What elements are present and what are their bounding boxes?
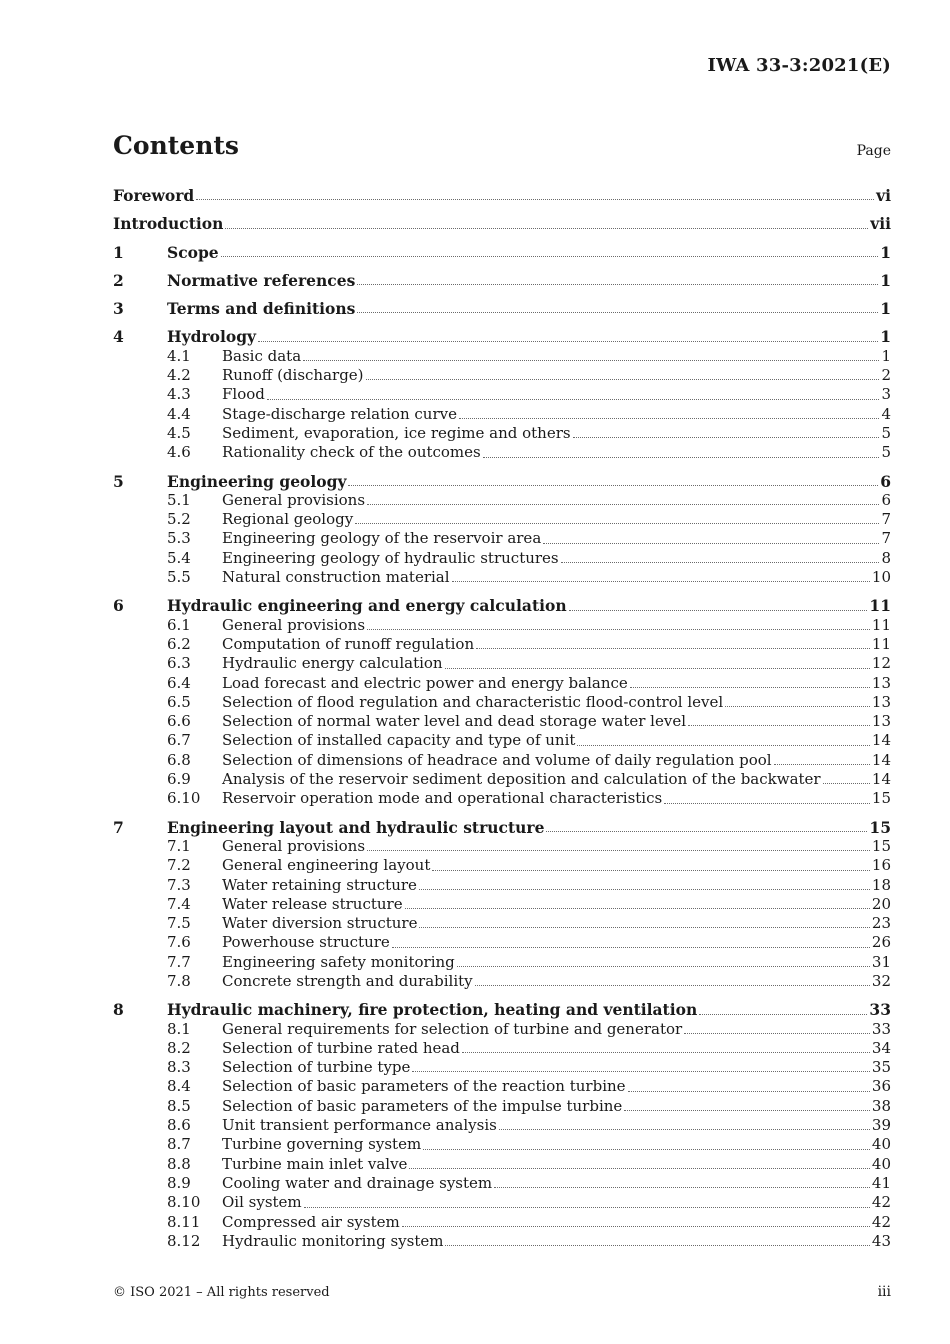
- toc-entry-page: 1: [880, 270, 891, 290]
- toc-entry-title: Engineering safety monitoring: [222, 952, 455, 971]
- dot-leader: [573, 436, 880, 438]
- toc-subsection-entry[interactable]: [113, 972, 891, 991]
- toc-entry-number: 6.2: [167, 634, 191, 653]
- toc-subsection-entry[interactable]: [113, 405, 891, 424]
- toc-entry-title: Normative references: [167, 270, 356, 290]
- toc-entry-title: General requirements for selection of turbine and generator: [222, 1019, 683, 1038]
- toc-entry-page: 42: [871, 1193, 891, 1212]
- toc-entry-number: 6.6: [167, 712, 191, 731]
- toc-entry-number: 6.10: [167, 789, 201, 808]
- toc-entry-title: Hydraulic monitoring system: [222, 1231, 444, 1250]
- toc-entry-title: Unit transient performance analysis: [222, 1116, 497, 1135]
- dot-leader: [457, 965, 870, 967]
- toc-entry-page: 8: [881, 548, 891, 567]
- dot-leader: [664, 802, 870, 804]
- toc-subsection-entry[interactable]: [113, 366, 891, 385]
- toc-entry-page: 15: [871, 789, 891, 808]
- toc-entry-title: Selection of turbine rated head: [222, 1038, 460, 1057]
- toc-subsection-entry[interactable]: [113, 770, 891, 789]
- toc-entry-title: Powerhouse structure: [222, 933, 390, 952]
- toc-entry-number: 4.1: [167, 346, 191, 365]
- toc-entry-title: Basic data: [222, 346, 302, 365]
- dot-leader: [367, 503, 879, 505]
- toc-entry-title: Compressed air system: [222, 1212, 400, 1231]
- toc-entry-page: 13: [871, 712, 891, 731]
- toc-entry-page: 1: [880, 242, 891, 262]
- toc-entry-page: 10: [871, 568, 891, 587]
- dot-leader: [445, 1244, 869, 1246]
- toc-subsection-entry[interactable]: [113, 1232, 891, 1251]
- toc-subsection-entry[interactable]: [113, 568, 891, 587]
- toc-subsection-entry[interactable]: [113, 731, 891, 750]
- dot-leader: [225, 227, 868, 229]
- dot-leader: [423, 1148, 870, 1150]
- dot-leader: [258, 340, 878, 342]
- toc-entry-page: 38: [871, 1096, 891, 1115]
- toc-entry-title: Hydraulic energy calculation: [222, 654, 443, 673]
- toc-subsection-entry[interactable]: [113, 616, 891, 635]
- toc-entry-page: 3: [881, 385, 891, 404]
- dot-leader: [628, 1090, 870, 1092]
- toc-entry-number: 3: [113, 299, 124, 319]
- toc-section-entry[interactable]: [113, 818, 891, 837]
- toc-section-entry[interactable]: [113, 299, 891, 318]
- toc-entry-number: 4.5: [167, 423, 191, 442]
- toc-entry-page: 35: [871, 1058, 891, 1077]
- dot-leader: [409, 1167, 869, 1169]
- toc-entry-number: 7.6: [167, 933, 191, 952]
- toc-entry-number: 8.6: [167, 1116, 191, 1135]
- toc-section-entry[interactable]: [113, 1000, 891, 1019]
- toc-subsection-entry[interactable]: [113, 876, 891, 895]
- dot-leader: [366, 378, 880, 380]
- toc-entry-page: 11: [869, 596, 891, 616]
- toc-subsection-entry[interactable]: [113, 385, 891, 404]
- toc-entry-title: Load forecast and electric power and energy balance: [222, 673, 628, 692]
- toc-entry-title: Rationality check of the outcomes: [222, 443, 481, 462]
- toc-subsection-entry[interactable]: [113, 529, 891, 548]
- toc-entry-page: 16: [871, 856, 891, 875]
- dot-leader: [475, 984, 870, 986]
- toc-entry-page: 41: [871, 1173, 891, 1192]
- toc-entry-number: 4.2: [167, 366, 191, 385]
- toc-entry-title: Selection of basic parameters of the reaction turbine: [222, 1077, 626, 1096]
- dot-leader: [569, 609, 868, 611]
- toc-entry-number: 7.4: [167, 894, 191, 913]
- dot-leader: [367, 628, 870, 630]
- toc-entry-number: 6.8: [167, 750, 191, 769]
- toc-subsection-entry[interactable]: [113, 953, 891, 972]
- dot-leader: [688, 724, 870, 726]
- toc-entry-page: 39: [871, 1116, 891, 1135]
- toc-entry-page: 5: [881, 423, 891, 442]
- toc-entry-page: 1: [880, 299, 891, 319]
- page-title: Contents: [113, 131, 240, 160]
- footer-page-number: iii: [877, 1284, 891, 1300]
- toc-entry-page: 40: [871, 1154, 891, 1173]
- dot-leader: [483, 456, 880, 458]
- toc-entry-page: 36: [871, 1077, 891, 1096]
- toc-entry-page: 14: [871, 750, 891, 769]
- toc-section-entry[interactable]: [113, 243, 891, 262]
- toc-entry-page: 1: [880, 327, 891, 347]
- dot-leader: [357, 283, 878, 285]
- dot-leader: [561, 561, 880, 563]
- toc-subsection-entry[interactable]: [113, 510, 891, 529]
- toc-entry-title: Selection of dimensions of headrace and volume of daily regulation pool: [222, 750, 772, 769]
- toc-entry-page: 23: [871, 914, 891, 933]
- toc-subsection-entry[interactable]: [113, 1155, 891, 1174]
- dot-leader: [392, 946, 870, 948]
- toc-entry-title: General provisions: [222, 490, 366, 509]
- toc-entry-title: Hydrology: [167, 327, 257, 347]
- toc-subsection-entry[interactable]: [113, 914, 891, 933]
- dot-leader: [221, 255, 879, 257]
- toc-section-entry[interactable]: [113, 214, 891, 233]
- toc-entry-title: Water diversion structure: [222, 914, 418, 933]
- toc-entry-number: 7.8: [167, 971, 191, 990]
- toc-entry-title: Introduction: [113, 214, 224, 234]
- toc-entry-number: 5: [113, 471, 124, 491]
- toc-entry-title: Analysis of the reservoir sediment deposition and calculation of the backwater: [222, 770, 821, 789]
- toc-subsection-entry[interactable]: [113, 712, 891, 731]
- dot-leader: [304, 1206, 870, 1208]
- dot-leader: [725, 705, 870, 707]
- toc-entry-number: 5.3: [167, 529, 191, 548]
- toc-entry-number: 7.2: [167, 856, 191, 875]
- toc-entry-page: 15: [871, 836, 891, 855]
- dot-leader: [499, 1128, 870, 1130]
- toc-entry-title: Natural construction material: [222, 568, 450, 587]
- dot-leader: [348, 484, 878, 486]
- toc-entry-page: 4: [881, 404, 891, 423]
- toc-entry-page: 15: [869, 817, 891, 837]
- toc-entry-number: 5.1: [167, 490, 191, 509]
- toc-entry-title: Engineering layout and hydraulic structure: [167, 817, 545, 837]
- toc-entry-title: Turbine governing system: [222, 1135, 422, 1154]
- toc-section-entry[interactable]: [113, 327, 891, 346]
- toc-entry-page: 14: [871, 731, 891, 750]
- toc-entry-title: Water release structure: [222, 894, 403, 913]
- toc-entry-title: Oil system: [222, 1193, 302, 1212]
- toc-subsection-entry[interactable]: [113, 1020, 891, 1039]
- toc-entry-page: 43: [871, 1231, 891, 1250]
- dot-leader: [684, 1032, 870, 1034]
- toc-entry-page: 18: [871, 875, 891, 894]
- toc-subsection-entry[interactable]: [113, 837, 891, 856]
- toc-entry-title: Cooling water and drainage system: [222, 1173, 493, 1192]
- toc-entry-title: Selection of turbine type: [222, 1058, 411, 1077]
- toc-entry-page: 6: [881, 490, 891, 509]
- toc-entry-number: 7.1: [167, 836, 191, 855]
- toc-entry-title: General provisions: [222, 836, 366, 855]
- toc-entry-page: 42: [871, 1212, 891, 1231]
- toc-entry-number: 8.8: [167, 1154, 191, 1173]
- toc-entry-title: Engineering geology of the reservoir area: [222, 529, 542, 548]
- toc-entry-title: Scope: [167, 242, 219, 262]
- toc-subsection-entry[interactable]: [113, 654, 891, 673]
- toc-entry-number: 8.5: [167, 1096, 191, 1115]
- dot-leader: [699, 1013, 867, 1015]
- dot-leader: [452, 580, 870, 582]
- toc-section-entry[interactable]: [113, 472, 891, 491]
- toc-subsection-entry[interactable]: [113, 491, 891, 510]
- toc-subsection-entry[interactable]: [113, 1193, 891, 1212]
- dot-leader: [577, 744, 869, 746]
- toc-entry-number: 5.2: [167, 510, 191, 529]
- toc-entry-number: 8.7: [167, 1135, 191, 1154]
- toc-entry-page: 33: [869, 1000, 891, 1020]
- toc-entry-title: Engineering geology: [167, 471, 347, 491]
- toc-entry-title: Engineering geology of hydraulic structures: [222, 548, 559, 567]
- toc-subsection-entry[interactable]: [113, 1077, 891, 1096]
- toc-entry-number: 4.4: [167, 404, 191, 423]
- document-id: IWA 33-3:2021(E): [707, 55, 891, 76]
- toc-entry-title: Selection of normal water level and dead storage water level: [222, 712, 687, 731]
- dot-leader: [402, 1225, 870, 1227]
- toc-subsection-entry[interactable]: [113, 856, 891, 875]
- toc-entry-page: 40: [871, 1135, 891, 1154]
- toc-subsection-entry[interactable]: [113, 443, 891, 462]
- toc-entry-title: Selection of installed capacity and type of unit: [222, 731, 576, 750]
- toc-entry-page: vii: [870, 214, 891, 234]
- toc-entry-title: Selection of basic parameters of the impulse turbine: [222, 1096, 623, 1115]
- dot-leader: [543, 542, 879, 544]
- toc-entry-page: 34: [871, 1038, 891, 1057]
- dot-leader: [462, 1051, 870, 1053]
- toc-entry-number: 8: [113, 1000, 124, 1020]
- dot-leader: [546, 830, 867, 832]
- toc-entry-number: 8.2: [167, 1038, 191, 1057]
- toc-entry-title: Hydraulic engineering and energy calculation: [167, 596, 567, 616]
- dot-leader: [432, 869, 870, 871]
- toc-entry-page: 20: [871, 894, 891, 913]
- toc-entry-title: Runoff (discharge): [222, 366, 364, 385]
- toc-entry-title: General engineering layout: [222, 856, 431, 875]
- toc-entry-number: 6.9: [167, 770, 191, 789]
- toc-subsection-entry[interactable]: [113, 933, 891, 952]
- toc-subsection-entry[interactable]: [113, 1116, 891, 1135]
- toc-subsection-entry[interactable]: [113, 751, 891, 770]
- toc-entry-number: 5.4: [167, 548, 191, 567]
- toc-entry-page: 11: [871, 634, 891, 653]
- toc-entry-title: Concrete strength and durability: [222, 971, 473, 990]
- toc-entry-number: 8.3: [167, 1058, 191, 1077]
- toc-entry-page: vi: [876, 186, 891, 205]
- toc-entry-title: Computation of runoff regulation: [222, 634, 475, 653]
- toc-entry-page: 6: [880, 471, 891, 491]
- toc-entry-number: 4.3: [167, 385, 191, 404]
- dot-leader: [367, 849, 870, 851]
- toc-entry-page: 7: [881, 529, 891, 548]
- toc-entry-number: 4: [113, 327, 124, 347]
- toc-entry-page: 33: [871, 1019, 891, 1038]
- toc-entry-number: 7.3: [167, 875, 191, 894]
- toc-entry-number: 8.12: [167, 1231, 201, 1250]
- toc-entry-number: 8.4: [167, 1077, 191, 1096]
- toc-entry-title: General provisions: [222, 615, 366, 634]
- footer-copyright: © ISO 2021 – All rights reserved: [113, 1285, 330, 1300]
- toc-entry-page: 7: [881, 510, 891, 529]
- toc-entry-title: Terms and definitions: [167, 299, 356, 319]
- toc-entry-title: Water retaining structure: [222, 875, 417, 894]
- toc-entry-number: 5.5: [167, 568, 191, 587]
- toc-entry-number: 2: [113, 270, 124, 290]
- toc-entry-page: 31: [871, 952, 891, 971]
- toc-entry-number: 7: [113, 817, 124, 837]
- toc-entry-page: 11: [871, 615, 891, 634]
- toc-entry-title: Sediment, evaporation, ice regime and others: [222, 423, 571, 442]
- toc-entry-number: 6.3: [167, 654, 191, 673]
- dot-leader: [267, 398, 880, 400]
- toc-entry-title: Turbine main inlet valve: [222, 1154, 408, 1173]
- dot-leader: [405, 907, 870, 909]
- toc-subsection-entry[interactable]: [113, 1213, 891, 1232]
- dot-leader: [476, 647, 870, 649]
- toc-entry-number: 7.5: [167, 914, 191, 933]
- toc-subsection-entry[interactable]: [113, 1097, 891, 1116]
- toc-entry-number: 7.7: [167, 952, 191, 971]
- toc-subsection-entry[interactable]: [113, 1174, 891, 1193]
- toc-entry-page: 1: [881, 346, 891, 365]
- dot-leader: [624, 1109, 870, 1111]
- toc-subsection-entry[interactable]: [113, 1039, 891, 1058]
- dot-leader: [494, 1186, 870, 1188]
- dot-leader: [419, 926, 869, 928]
- toc-section-entry[interactable]: [113, 186, 891, 205]
- toc-entry-title: Flood: [222, 385, 265, 404]
- toc-subsection-entry[interactable]: [113, 693, 891, 712]
- dot-leader: [196, 198, 874, 200]
- dot-leader: [630, 686, 870, 688]
- toc-entry-number: 8.9: [167, 1173, 191, 1192]
- toc-entry-number: 1: [113, 242, 124, 262]
- dot-leader: [412, 1070, 869, 1072]
- page-column-label: Page: [856, 143, 891, 159]
- table-of-contents: [113, 186, 891, 1251]
- toc-entry-title: Stage-discharge relation curve: [222, 404, 457, 423]
- toc-entry-number: 6: [113, 596, 124, 616]
- toc-entry-page: 32: [871, 971, 891, 990]
- toc-subsection-entry[interactable]: [113, 635, 891, 654]
- toc-entry-number: 4.6: [167, 443, 191, 462]
- dot-leader: [445, 667, 870, 669]
- toc-subsection-entry[interactable]: [113, 549, 891, 568]
- toc-entry-page: 13: [871, 673, 891, 692]
- toc-subsection-entry[interactable]: [113, 1135, 891, 1154]
- toc-entry-page: 12: [871, 654, 891, 673]
- dot-leader: [459, 417, 879, 419]
- toc-subsection-entry[interactable]: [113, 674, 891, 693]
- dot-leader: [419, 888, 870, 890]
- toc-entry-title: Regional geology: [222, 510, 354, 529]
- toc-entry-title: Hydraulic machinery, fire protection, heating and ventilation: [167, 1000, 698, 1020]
- toc-entry-number: 6.1: [167, 615, 191, 634]
- dot-leader: [355, 522, 879, 524]
- toc-entry-number: 6.7: [167, 731, 191, 750]
- toc-entry-page: 26: [871, 933, 891, 952]
- dot-leader: [303, 359, 879, 361]
- toc-section-entry[interactable]: [113, 596, 891, 615]
- toc-entry-title: Reservoir operation mode and operational characteristics: [222, 789, 663, 808]
- toc-subsection-entry[interactable]: [113, 424, 891, 443]
- toc-entry-number: 6.4: [167, 673, 191, 692]
- toc-entry-page: 13: [871, 692, 891, 711]
- toc-subsection-entry[interactable]: [113, 347, 891, 366]
- toc-entry-page: 2: [881, 366, 891, 385]
- toc-entry-number: 6.5: [167, 692, 191, 711]
- toc-subsection-entry[interactable]: [113, 895, 891, 914]
- toc-subsection-entry[interactable]: [113, 789, 891, 808]
- toc-entry-page: 5: [881, 443, 891, 462]
- toc-entry-title: Foreword: [113, 186, 195, 205]
- toc-entry-number: 8.1: [167, 1019, 191, 1038]
- dot-leader: [823, 782, 870, 784]
- toc-entry-title: Selection of flood regulation and characteristic flood-control level: [222, 692, 724, 711]
- dot-leader: [357, 311, 878, 313]
- dot-leader: [774, 763, 870, 765]
- toc-entry-number: 8.11: [167, 1212, 201, 1231]
- toc-entry-page: 14: [871, 770, 891, 789]
- toc-entry-number: 8.10: [167, 1193, 201, 1212]
- toc-subsection-entry[interactable]: [113, 1058, 891, 1077]
- toc-section-entry[interactable]: [113, 271, 891, 290]
